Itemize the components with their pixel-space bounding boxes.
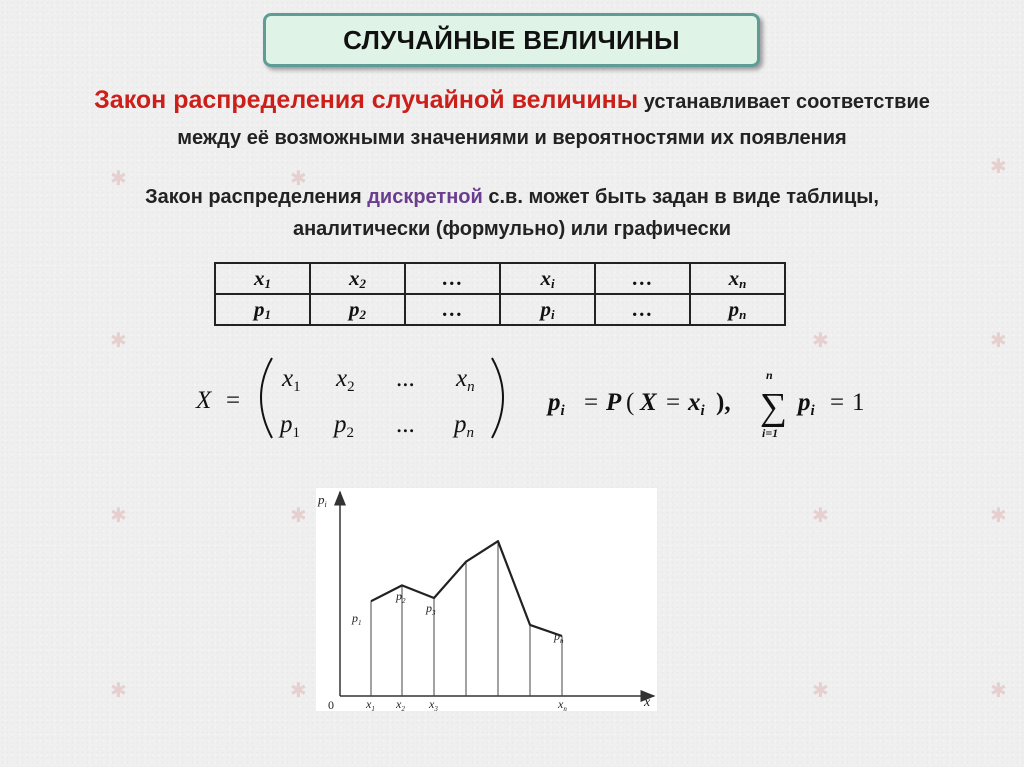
discrete-before: Закон распределения xyxy=(145,186,368,208)
matrix-cell: $x_2$ xyxy=(336,365,355,395)
background-star-icon: ✱ xyxy=(990,678,1007,702)
background-star-icon: ✱ xyxy=(110,678,127,702)
background-star-icon: ✱ xyxy=(290,503,307,527)
formula-P: P xyxy=(606,389,622,416)
table-cell: $p_i$ xyxy=(500,294,595,325)
y-axis-label: $p_i$ xyxy=(318,492,327,509)
table-cell: … xyxy=(595,294,690,325)
formula-X: X xyxy=(640,389,657,416)
probability-formula xyxy=(540,365,880,445)
table-cell: $p_2$ xyxy=(310,294,405,325)
table-cell: $x_1$ xyxy=(215,263,310,294)
formula-x: $x_i$ xyxy=(688,389,705,419)
table-cell: $x_i$ xyxy=(500,263,595,294)
distribution-table xyxy=(214,262,786,326)
intro-line-1 xyxy=(0,86,1024,115)
background-star-icon: ✱ xyxy=(990,154,1007,178)
sum-p: $p_i$ xyxy=(798,389,815,419)
origin-label: 0 xyxy=(328,698,334,711)
discrete-line-2: аналитически (формульно) или графически xyxy=(292,218,732,240)
slide-title: СЛУЧАЙНЫЕ ВЕЛИЧИНЫ xyxy=(343,24,680,55)
x-tick-label: $x_n$ xyxy=(558,697,567,711)
discrete-line-1 xyxy=(0,186,1024,209)
matrix-cell: ... xyxy=(396,365,415,392)
graph-verticals xyxy=(371,541,562,696)
background-star-icon: ✱ xyxy=(990,503,1007,527)
matrix-cell: $x_n$ xyxy=(456,365,475,395)
point-label: $p_n$ xyxy=(554,629,564,645)
matrix-cell: $p_2$ xyxy=(334,411,354,441)
table-cell: $p_n$ xyxy=(690,294,785,325)
intro-highlight: Закон распределения случайной величины xyxy=(94,86,639,114)
background-star-icon: ✱ xyxy=(110,328,127,352)
table-row-probabilities xyxy=(215,294,785,325)
discrete-highlight: дискретной xyxy=(367,186,483,208)
formula-close: ), xyxy=(716,389,731,416)
x-axis-label: x xyxy=(644,695,651,710)
matrix-cell: $p_n$ xyxy=(454,411,474,441)
table-cell: … xyxy=(595,263,690,294)
left-paren xyxy=(261,358,272,438)
point-label: $p_1$ xyxy=(352,611,362,627)
background-star-icon: ✱ xyxy=(812,678,829,702)
discrete-after: с.в. может быть задан в виде таблицы, xyxy=(482,186,879,208)
table-cell: … xyxy=(405,263,500,294)
matrix-lhs: X xyxy=(196,387,212,414)
table-row-values xyxy=(215,263,785,294)
table-cell: $x_2$ xyxy=(310,263,405,294)
distribution-polygon-graph xyxy=(316,488,657,711)
sum-one: 1 xyxy=(852,389,865,416)
background-star-icon: ✱ xyxy=(290,166,307,190)
distribution-matrix xyxy=(190,352,520,444)
background-star-icon: ✱ xyxy=(812,328,829,352)
point-label: $p_2$ xyxy=(396,589,406,605)
formula-eq2: = xyxy=(666,389,681,416)
formula-open-paren: ( xyxy=(626,389,635,416)
graph-svg xyxy=(316,488,657,711)
table-cell: $x_n$ xyxy=(690,263,785,294)
matrix-cell: ... xyxy=(396,411,415,438)
matrix-eq: = xyxy=(226,387,241,414)
formula-eq: = xyxy=(584,389,599,416)
sum-upper-limit: n xyxy=(766,368,773,382)
table-cell: … xyxy=(405,294,500,325)
sum-lower-limit: i=1 xyxy=(762,426,779,440)
point-label: $p_3$ xyxy=(426,601,436,617)
sigma-icon: ∑ xyxy=(760,386,788,428)
background-star-icon: ✱ xyxy=(812,503,829,527)
right-paren xyxy=(492,358,503,438)
x-tick-label: $x_1$ xyxy=(366,697,375,711)
background-star-icon: ✱ xyxy=(110,166,127,190)
table-cell: $p_1$ xyxy=(215,294,310,325)
matrix-cell: $p_1$ xyxy=(280,411,300,441)
formula-p: $p_i$ xyxy=(548,389,565,419)
background-star-icon: ✱ xyxy=(290,678,307,702)
background-star-icon: ✱ xyxy=(990,328,1007,352)
background-star-icon: ✱ xyxy=(110,503,127,527)
x-tick-label: $x_3$ xyxy=(429,697,438,711)
intro-line-2: между её возможными значениями и вероятностями их появления xyxy=(177,127,847,149)
title-box xyxy=(263,13,760,67)
x-tick-label: $x_2$ xyxy=(396,697,405,711)
intro-rest: устанавливает соответствие xyxy=(638,91,930,113)
sum-eq: = xyxy=(830,389,845,416)
matrix-cell: $x_1$ xyxy=(282,365,301,395)
